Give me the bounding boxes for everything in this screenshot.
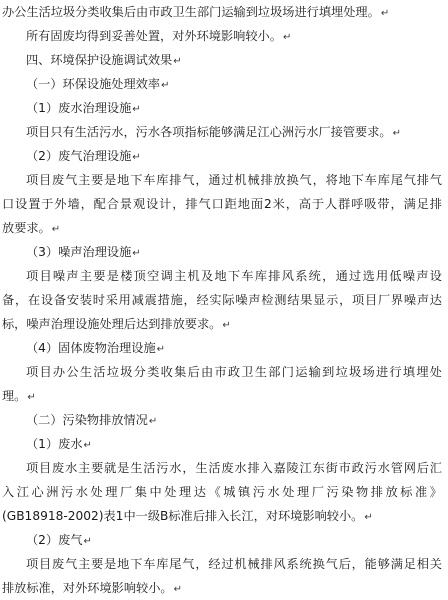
paragraph-mark-icon: ↵ [132,104,141,115]
item-heading: （3）噪声治理设施↵ [26,245,141,259]
text-line: 项目只有生活污水，污水各项指标能够满足江心洲污水厂接管要求。↵ [26,125,402,139]
text-line: 项目噪声主要是楼顶空调主机及地下车库排风系统，通过选用低噪声设 [26,269,442,283]
subsection-heading: （二）污染物排放情况↵ [26,413,158,427]
paragraph-mark-icon: ↵ [392,128,402,139]
paragraph-mark-icon: ↵ [380,8,390,19]
paragraph-mark-icon: ↵ [132,152,141,163]
item-heading: （2）废气治理设施↵ [26,149,141,163]
text-line: 口设置于外墙，配合景观设计，排气口距地面2米，高于人群呼吸带，满足排 [2,197,442,211]
text-line: 入江心洲污水处理厂集中处理达《城镇污水处理厂污染物排放标准》 [2,485,442,499]
paragraph-mark-icon: ↵ [364,512,373,523]
text-line: 所有固废均得到妥善处置，对外环境影响较小。↵ [26,29,292,43]
text-line: 项目办公生活垃圾分类收集后由市政卫生部门运输到垃圾场进行填埋处 [26,365,442,379]
paragraph-mark-icon: ↵ [51,224,61,235]
paragraph-mark-icon: ↵ [173,56,182,67]
item-heading: （4）固体废物治理设施↵ [26,341,166,355]
section-heading: 四、环境保护设施调试效果↵ [26,53,182,67]
item-heading: （1）废水↵ [26,437,92,451]
text-line: 理。↵ [2,389,36,403]
paragraph-mark-icon: ↵ [83,536,92,547]
text-line: 项目废水主要就是生活污水，生活废水排入嘉陵江东街市政污水管网后汇 [26,461,442,475]
paragraph-mark-icon: ↵ [156,344,166,355]
paragraph-mark-icon: ↵ [83,440,92,451]
text-line: 排放标准，对外环境影响较小。↵ [2,581,183,595]
paragraph-mark-icon: ↵ [27,392,36,403]
text-line: 办公生活垃圾分类收集后由市政卫生部门运输到垃圾场进行填埋处理。↵ [2,5,390,19]
paragraph-mark-icon: ↵ [132,248,141,259]
text-line: 备，在设备安装时采用减震措施，经实际噪声检测结果显示，项目厂界噪声达 [2,293,442,307]
text-line: (GB18918-2002)表1中一级B标准后排入长江，对环境影响较小。↵ [2,509,373,523]
paragraph-mark-icon: ↵ [282,32,292,43]
paragraph-mark-icon: ↵ [148,416,158,427]
text-line: 标，噪声治理设施处理后达到排放要求。↵ [2,317,231,331]
text-line: 项目废气主要是地下车库尾气，经过机械排风系统换气后，能够满足相关 [26,557,442,571]
paragraph-mark-icon: ↵ [173,584,183,595]
subsection-heading: （一）环保设施处理效率↵ [26,77,170,91]
text-line: 项目废气主要是地下车库排气，通过机械排放换气，将地下车库尾气排气 [26,173,442,187]
paragraph-mark-icon: ↵ [161,80,170,91]
item-heading: （2）废气↵ [26,533,92,547]
text-line: 放要求。↵ [2,221,61,235]
item-heading: （1）废水治理设施↵ [26,101,141,115]
paragraph-mark-icon: ↵ [222,320,231,331]
